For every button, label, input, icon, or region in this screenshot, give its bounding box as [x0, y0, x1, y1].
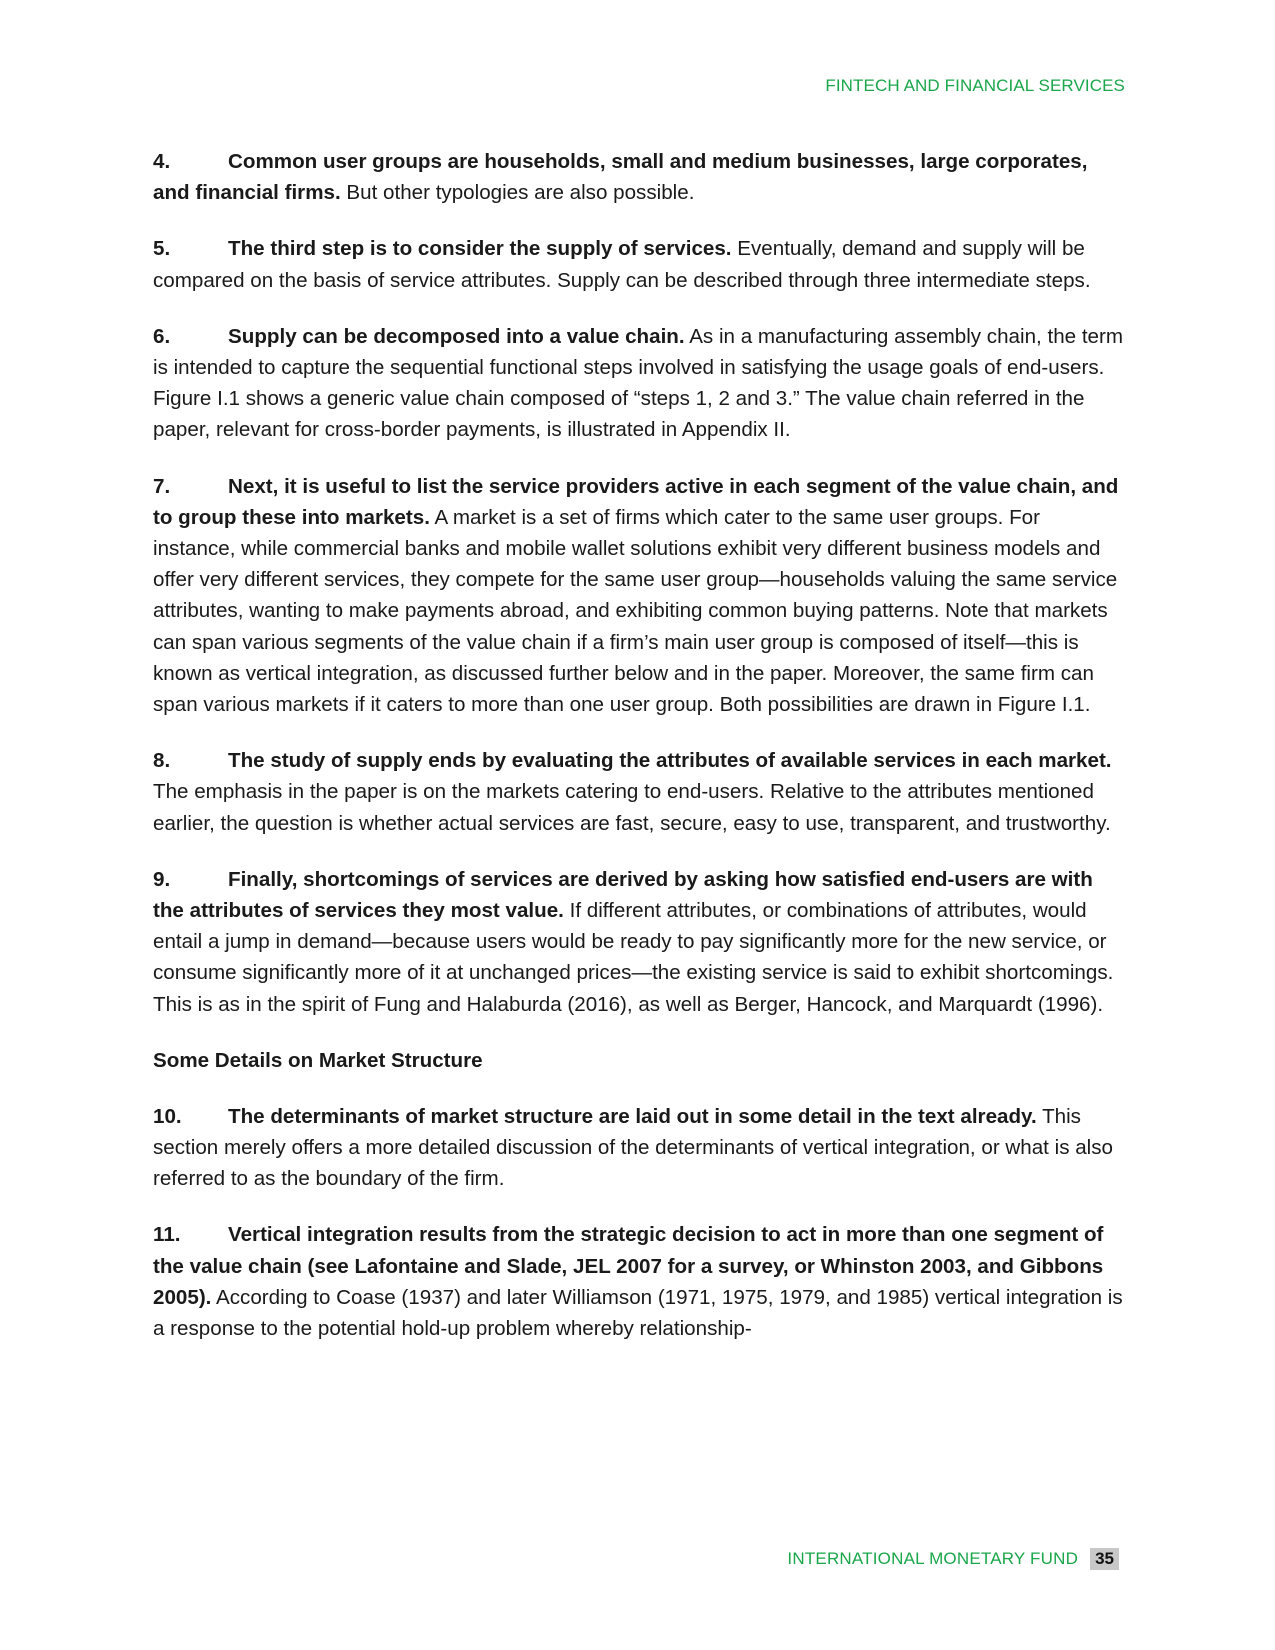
page-number: 35 [1090, 1548, 1119, 1570]
section-heading: Some Details on Market Structure [153, 1048, 483, 1072]
paragraph-number: 11. [153, 1223, 181, 1247]
paragraph-lead: Next, it is useful to list the service providers active in each segment of the value chain, and to group these into markets. [153, 474, 1119, 529]
paragraph-lead: The study of supply ends by evaluating the attributes of available services in each market. [228, 749, 1112, 773]
footer-organization: INTERNATIONAL MONETARY FUND [787, 1549, 1079, 1568]
paragraph-5 [153, 233, 1125, 295]
paragraph-lead: Vertical integration results from the strategic decision to act in more than one segment of the value chain (see Lafontaine and Slade, JEL 2007 for a survey, or Whinston 2003, and Gibbons 2005). [153, 1223, 1104, 1309]
paragraph-4 [153, 146, 1125, 208]
paragraph-10 [153, 1101, 1125, 1195]
paragraph-body: The emphasis in the paper is on the markets catering to end-users. Relative to the attributes mentioned earlier, the question is whether actual services are fast, secure, easy to use, transparent, and trustworthy. [153, 780, 1111, 835]
page-body [153, 146, 1125, 1369]
paragraph-number: 6. [153, 324, 171, 348]
paragraph-body: As in a manufacturing assembly chain, the term is intended to capture the sequential functional steps involved in satisfying the usage goals of end-users. Figure I.1 shows a generic value chain composed of “steps 1, 2 and 3.” The value chain referred in the paper, relevant for cross-border payments, is illustrated in Appendix II. [153, 324, 1124, 442]
paragraph-number: 10. [153, 1104, 182, 1128]
paragraph-body: If different attributes, or combinations of attributes, would entail a jump in demand—because users would be ready to pay significantly more for the new service, or consume significantly more of it at unchanged prices—the existing service is said to exhibit shortcomings. This is as in the spirit of Fung and Halaburda (2016), as well as Berger, Hancock, and Marquardt (1996). [153, 899, 1114, 1016]
paragraph-lead: Finally, shortcomings of services are derived by asking how satisfied end-users are with the attributes of services they most value. [153, 867, 1093, 923]
paragraph-8 [153, 745, 1125, 839]
paragraph-lead: The third step is to consider the supply of services. [228, 237, 732, 261]
paragraph-body: According to Coase (1937) and later Williamson (1971, 1975, 1979, and 1985) vertical integration is a response to the potential hold-up problem whereby relationship- [153, 1285, 1123, 1341]
paragraph-number: 5. [153, 237, 171, 261]
running-footer [787, 1548, 1119, 1570]
paragraph-body: This section merely offers a more detailed discussion of the determinants of vertical integration, or what is also referred to as the boundary of the firm. [153, 1104, 1113, 1191]
paragraph-11 [153, 1219, 1125, 1344]
paragraph-number: 8. [153, 749, 171, 773]
paragraph-number: 7. [153, 474, 171, 498]
paragraph-6 [153, 321, 1125, 446]
paragraph-lead: Common user groups are households, small and medium businesses, large corporates, and financial firms. [153, 150, 1088, 205]
paragraph-9 [153, 864, 1125, 1020]
running-header: FINTECH AND FINANCIAL SERVICES [825, 76, 1125, 95]
paragraph-number: 9. [153, 867, 171, 891]
paragraph-body: But other typologies are also possible. [340, 181, 695, 205]
paragraph-body: Eventually, demand and supply will be compared on the basis of service attributes. Supply can be described through three intermediate steps. [153, 237, 1091, 292]
paragraph-body: A market is a set of firms which cater to the same user groups. For instance, while commercial banks and mobile wallet solutions exhibit very different business models and offer very different services, they compete for the same user group—households valuing the same service attributes, wanting to make payments abroad, and exhibiting common buying patterns. Note that markets can span various segments of the value chain if a firm’s main user group is composed of itself—this is known as vertical integration, as discussed further below and in the paper. Moreover, the same firm can span various markets if it caters to more than one user group. Both possibilities are drawn in Figure I.1. [153, 505, 1118, 717]
paragraph-7 [153, 471, 1125, 721]
paragraph-number: 4. [153, 150, 171, 173]
paragraph-lead: Supply can be decomposed into a value chain. [228, 324, 685, 348]
paragraph-lead: The determinants of market structure are laid out in some detail in the text already. [228, 1104, 1037, 1128]
